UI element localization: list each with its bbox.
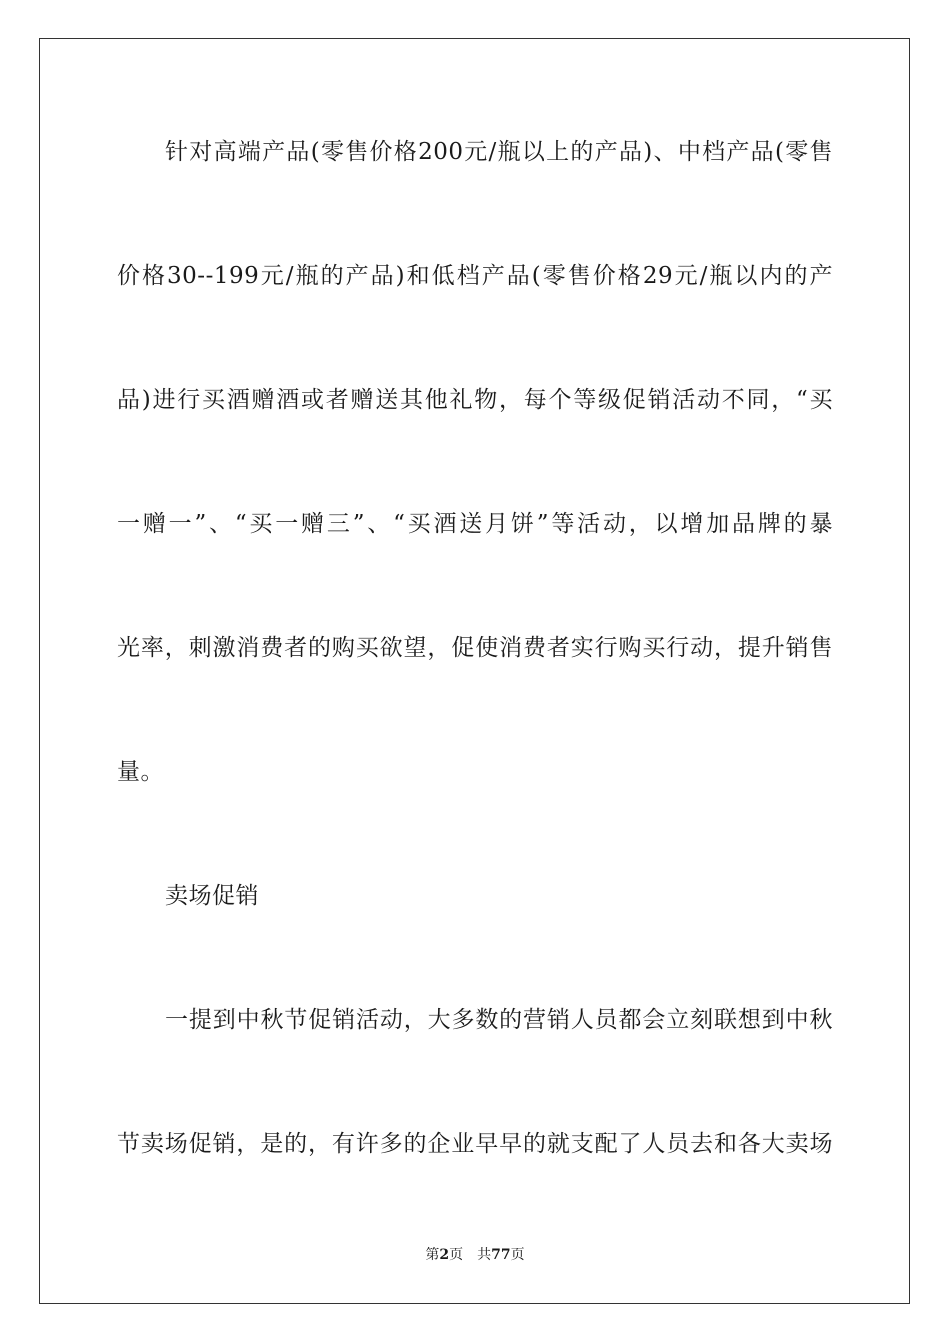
- paragraph-line: 量。: [117, 759, 164, 785]
- paragraph-line: 光率，刺激消费者的购买欲望，促使消费者实行购买行动，提升销售: [117, 635, 833, 661]
- page-border: [39, 38, 910, 1304]
- paragraph-line: 价格30--199元/瓶的产品)和低档产品(零售价格29元/瓶以内的产: [117, 263, 833, 289]
- paragraph-line: 节卖场促销，是的，有许多的企业早早的就支配了人员去和各大卖场: [117, 1131, 833, 1157]
- paragraph-line: 品)进行买酒赠酒或者赠送其他礼物，每个等级促销活动不同，“买: [117, 387, 833, 413]
- paragraph-line: 一赠一”、“买一赠三”、“买酒送月饼”等活动，以增加品牌的暴: [117, 511, 833, 537]
- paragraph-line: 一提到中秋节促销活动，大多数的营销人员都会立刻联想到中秋: [165, 1007, 833, 1033]
- page-suffix: 页: [449, 1247, 464, 1263]
- total-prefix: 共: [477, 1247, 492, 1263]
- total-pages: 77: [491, 1247, 511, 1263]
- page-footer: [0, 1246, 950, 1264]
- page-prefix: 第: [425, 1247, 440, 1263]
- section-heading: 卖场促销: [165, 883, 259, 909]
- paragraph-line: 针对高端产品(零售价格200元/瓶以上的产品)、中档产品(零售: [165, 139, 833, 165]
- total-suffix: 页: [510, 1247, 525, 1263]
- page-number: 2: [439, 1247, 450, 1263]
